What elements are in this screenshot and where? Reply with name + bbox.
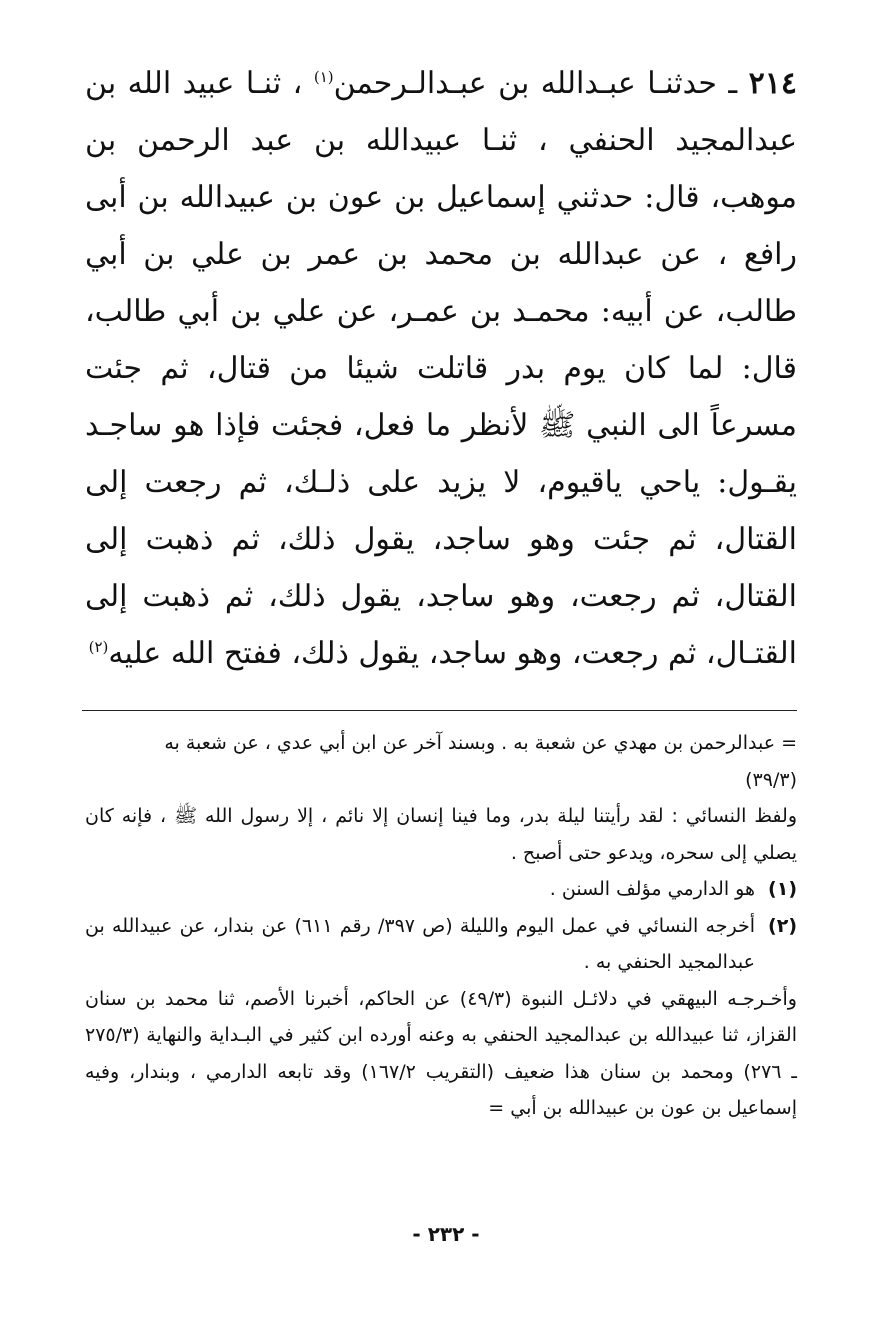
footnote-separator	[82, 710, 797, 711]
footnote-nasai-wording: ولفظ النسائي : لقد رأيتنا ليلة بدر، وما فينا إنسان إلا نائم ، إلا رسول الله ﷺ ، فإنه كان يصلي إلى سحره، ويدعو حتى أصبح .	[85, 805, 797, 864]
footnote-continuation-line1: = عبدالرحمن بن مهدي عن شعبة به . وبسند آخر عن ابن أبي عدي ، عن شعبة به	[164, 732, 797, 754]
page-number: - ٢٣٢ -	[412, 1222, 480, 1246]
hadith-text-part-a: حدثنـا عبـدالله بن عبـدالـرحمن	[333, 66, 717, 101]
footnote-1-marker[interactable]: (١)	[313, 68, 334, 86]
footnote-2-text: أخرجه النسائي في عمل اليوم والليلة (ص ٣٩٧/ رقم ٦١١) عن بندار، عن عبيدالله بن عبدالمجيد الحنفي به .	[85, 914, 755, 973]
hadith-text-part-b: ، ثنـا عبيد الله بن عبدالمجيد الحنفي ، ثنـا عبيدالله بن عبد الرحمن بن موهب، قال: حدثني إسماعيل بن عون بن عبيدالله بن أبى رافع ، عن عبدالله بن محمد بن عمر بن علي بن أبي طالب، عن أبيه: محمـد بن عمـر، عن علي بن أبي طالب، قال: لما كان يوم بدر قاتلت شيئا من قتال، ثم جئت مسرعاً الى النبي ﷺ لأنظر ما فعل، فجئت فإذا هو ساجـد يقـول: ياحي ياقيوم، لا يزيد على ذلـك، ثم رجعت إلى القتال، ثم جئت وهو ساجد، يقول ذلك، ثم ذهبت إلى القتال، ثم رجعت، وهو ساجد، يقول ذلك، ثم ذهبت إلى القتـال، ثم رجعت، وهو ساجد، يقول ذلك، ففتح الله عليه	[85, 66, 797, 671]
footnotes	[85, 725, 797, 1127]
hadith-text	[85, 55, 797, 682]
footnote-1	[85, 871, 797, 908]
footnote-1-number: (١)	[768, 878, 797, 900]
footnote-1-text: هو الدارمي مؤلف السنن .	[549, 878, 755, 900]
footnote-2-continuation: وأخـرجـه البيهقي في دلائـل النبوة (٤٩/٣) عن الحاكم، أخبرنا الأصم، ثنا محمد بن سنان القزاز، ثنا عبيدالله بن عبدالمجيد الحنفي به وعنه أورده ابن كثير في البـداية والنهاية (٢٧٥/٣ ـ ٢٧٦) ومحمد بن سنان هذا ضعيف (التقريب ١٦٧/٢) وقد تابعه الدارمي ، وبندار، وفيه إسماعيل بن عون بن عبيدالله بن أبي =	[85, 987, 797, 1119]
footnote-2	[85, 908, 797, 981]
footnote-continuation-line2: (٣٩/٣)	[745, 768, 797, 791]
hadith-dash: ـ	[716, 66, 749, 101]
footnote-2-marker[interactable]: (٢)	[88, 638, 109, 656]
hadith-number: ٢١٤	[748, 66, 797, 101]
footnote-2-number: (٢)	[768, 914, 797, 937]
